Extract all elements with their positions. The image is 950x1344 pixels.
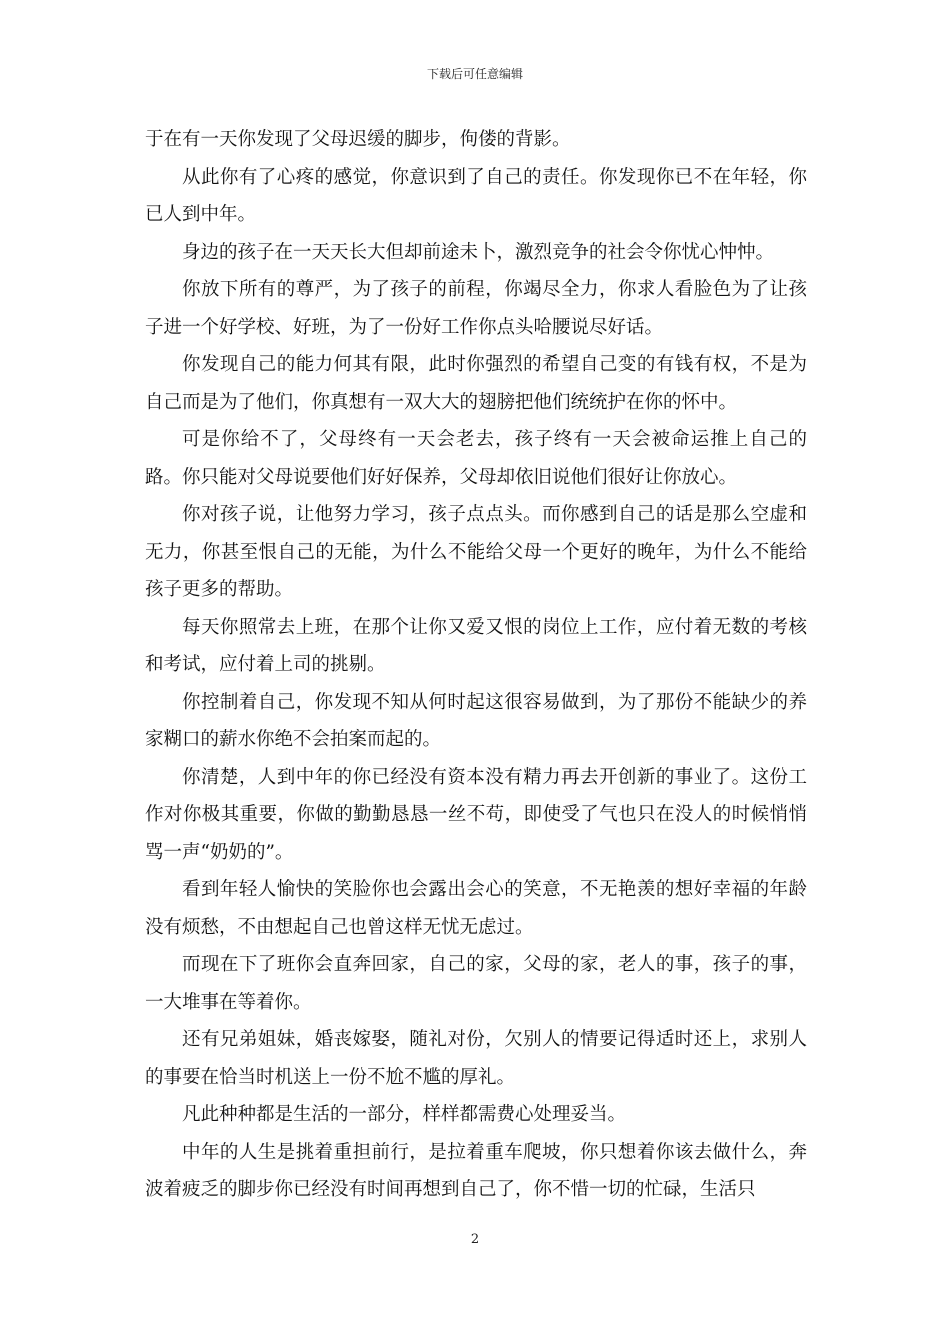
page-number: 2: [470, 1232, 480, 1247]
paragraph: 凡此种种都是生活的一部分，样样都需费心处理妥当。: [182, 1104, 627, 1125]
paragraph: 你清楚，人到中年的你已经没有资本没有精力再去开创新的事业了。这份工作对你极其重要，你做的勤勤恳恳一丝不苟，即使受了气也只在没人的时候悄悄骂一声“奶奶的”。: [145, 766, 807, 863]
paragraph: 可是你给不了，父母终有一天会老去，孩子终有一天会被命运推上自己的路。你只能对父母说要他们好好保养，父母却依旧说他们很好让你放心。: [145, 429, 807, 488]
document-body: [145, 121, 807, 1209]
paragraph: 而现在下了班你会直奔回家，自己的家，父母的家，老人的事，孩子的事，一大堆事在等着你。: [145, 954, 807, 1013]
paragraph: 中年的人生是挑着重担前行，是拉着重车爬坡，你只想着你该去做什么，奔波着疲乏的脚步你已经没有时间再想到自己了，你不惜一切的忙碌，生活只: [145, 1141, 807, 1200]
paragraph: 你控制着自己，你发现不知从何时起这很容易做到，为了那份不能缺少的养家糊口的薪水你绝不会拍案而起的。: [145, 691, 807, 750]
paragraph: 看到年轻人愉快的笑脸你也会露出会心的笑意，不无艳羡的想好幸福的年龄没有烦愁，不由想起自己也曾这样无忧无虑过。: [145, 879, 807, 938]
paragraph: 于在有一天你发现了父母迟缓的脚步，佝偻的背影。: [145, 129, 571, 150]
paragraph: 从此你有了心疼的感觉，你意识到了自己的责任。你发现你已不在年轻，你已人到中年。: [145, 166, 807, 225]
paragraph: 你放下所有的尊严，为了孩子的前程，你竭尽全力，你求人看脸色为了让孩子进一个好学校、好班，为了一份好工作你点头哈腰说尽好话。: [145, 279, 807, 338]
paragraph: 身边的孩子在一天天长大但却前途未卜，激烈竞争的社会令你忧心忡忡。: [182, 241, 775, 263]
paragraph: 还有兄弟姐妹，婚丧嫁娶，随礼对份，欠别人的情要记得适时还上，求别人的事要在恰当时机送上一份不尬不尴的厚礼。: [145, 1029, 807, 1088]
paragraph: 你发现自己的能力何其有限，此时你强烈的希望自己变的有钱有权，不是为自己而是为了他们，你真想有一双大大的翅膀把他们统统护在你的怀中。: [145, 354, 807, 413]
page-header: 下载后可任意编辑: [426, 67, 523, 81]
paragraph: 你对孩子说，让他努力学习，孩子点点头。而你感到自己的话是那么空虚和无力，你甚至恨自己的无能，为什么不能给父母一个更好的晚年，为什么不能给孩子更多的帮助。: [145, 504, 807, 600]
paragraph: 每天你照常去上班，在那个让你又爱又恨的岗位上工作，应付着无数的考核和考试，应付着上司的挑剔。: [145, 616, 807, 675]
